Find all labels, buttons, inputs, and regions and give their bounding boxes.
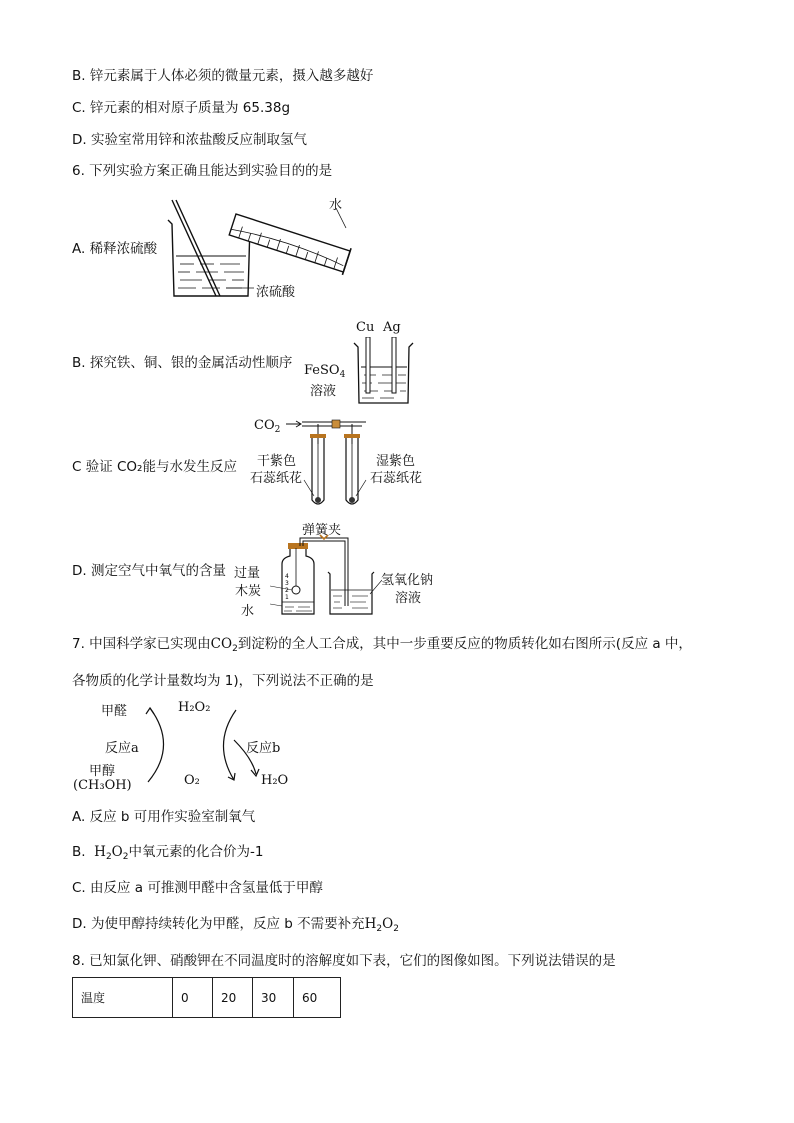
figD-scale-1: 1 [285,594,289,601]
solubility-table [72,977,341,1018]
q7-stem-line2: 各物质的化学计量数均为 1)，下列说法不正确的是 [72,673,374,689]
q5-option-b: B. 锌元素属于人体必须的微量元素，摄入越多越好 [72,68,374,84]
q8-stem: 8. 已知氯化钾、硝酸钾在不同温度时的溶解度如下表，它们的图像如图。下列说法错误的是 [72,953,616,969]
q7-option-c: C. 由反应 a 可推测甲醛中含氢量低于甲醇 [72,880,323,896]
q6-option-d: D. 测定空气中氧气的含量 [72,563,226,579]
q7-reaction-b-label: 反应b [246,741,281,756]
table-cell-60: 60 [294,978,341,1018]
figC-co2-label: $CO_2$ [254,418,281,435]
figA-water-label: 水 [329,198,343,213]
figA-acid-label: 浓硫酸 [256,285,296,300]
q7-option-d: D. 为使甲醇持续转化为甲醛，反应 b 不需要补充$H_2O_2$ [72,916,399,934]
q6-stem: 6. 下列实验方案正确且能达到实验目的的是 [72,163,333,179]
figD-scale-2: 2 [285,587,289,594]
table-cell-30: 30 [253,978,294,1018]
figC-dry-label-1: 干紫色 [257,454,297,469]
q6-option-c: C 验证 CO₂能与水发生反应 [72,459,237,475]
oxygen-content-figure [270,534,382,618]
figD-naoh-label-2: 溶液 [395,591,422,606]
figD-clamp-label: 弹簧夹 [302,523,342,538]
q6-option-a: A. 稀释浓硫酸 [72,241,158,257]
q7-h2o2-label: H₂O₂ [178,700,211,715]
q7-h2o-label: H₂O [261,773,289,788]
table-cell-20: 20 [213,978,253,1018]
figD-naoh-label-1: 氢氧化钠 [381,573,434,588]
q7-reaction-a-label: 反应a [105,741,139,756]
q5-option-d: D. 实验室常用锌和浓盐酸反应制取氢气 [72,132,307,148]
table-row [73,978,341,1018]
figD-scale-4: 4 [285,573,289,580]
figB-solution-label: 溶液 [310,384,337,399]
table-cell-0: 0 [173,978,213,1018]
table-cell-temp: 温度 [73,978,173,1018]
figB-ag-label: Ag [383,320,401,335]
figD-scale-3: 3 [285,580,289,587]
co2-water-figure [286,414,378,510]
figB-solution-formula: FeSO$_4$ [304,363,346,380]
figC-wet-label-1: 湿紫色 [376,454,416,469]
figD-water-label: 水 [241,604,255,619]
q7-methanol-formula: (CH₃OH) [73,778,132,793]
metal-activity-figure [352,337,416,409]
figC-dry-label-2: 石蕊纸花 [250,471,303,486]
q6-option-b: B. 探究铁、铜、银的金属活动性顺序 [72,355,293,371]
figB-cu-label: Cu [356,320,375,335]
figD-charcoal-label: 木炭 [235,584,262,599]
q5-option-c: C. 锌元素的相对原子质量为 65.38g [72,100,291,116]
q7-methanol-label: 甲醇 [89,764,116,779]
figD-excess-label: 过量 [234,566,261,581]
q7-stem-line1: 7. 中国科学家已实现由$CO_2$到淀粉的全人工合成，其中一步重要反应的物质转化如右图所示(反应 a 中， [72,636,692,654]
figC-wet-label-2: 石蕊纸花 [370,471,423,486]
q7-option-a: A. 反应 b 可用作实验室制氧气 [72,809,256,825]
q7-o2-label: O₂ [184,773,200,788]
q7-hcho-label: 甲醛 [101,704,128,719]
q7-cycle-figure [120,700,270,790]
q7-option-b: B. $H_2O_2$中氧元素的化合价为-1 [72,844,264,862]
